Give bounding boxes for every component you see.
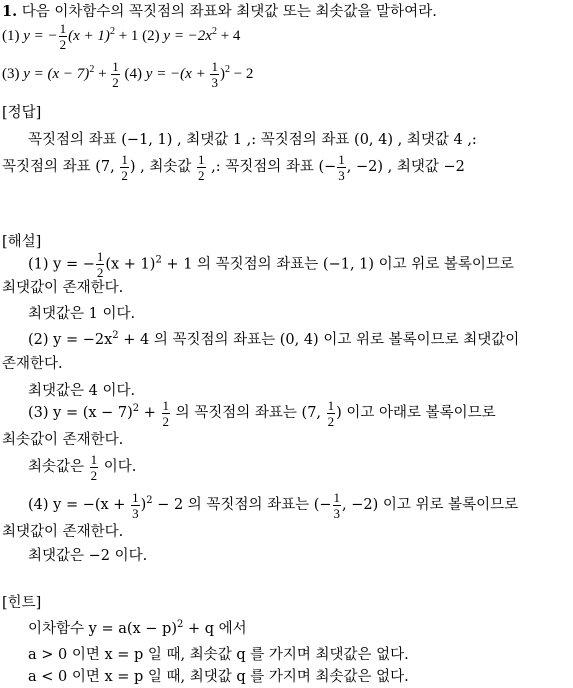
item4-label: (4) (124, 65, 143, 82)
hint-line-2: a > 0 이면 x = p 일 때, 최솟값 q 를 가지며 최댓값은 없다. (28, 647, 409, 663)
problem-statement: 다음 이차함수의 꼭짓점의 좌표와 최댓값 또는 최솟값을 말하여라. (21, 4, 437, 20)
hint-header: [힌트] (2, 595, 42, 611)
solution-2-line-b: 존재한다. (2, 356, 63, 372)
item1-label: (1) (2, 27, 20, 44)
answer-line-2: 꼭짓점의 좌표 (7, $\frac{1}{2}$ ) , 최솟값 $\frac{1}{2}$ ,: 꼭짓점의 좌표 (− $\frac{1}{3}$ , −2) , 최댓값 −2 (2, 151, 465, 183)
solution-header: [해설] (2, 234, 42, 250)
item3-fraction: $\frac{1}{2}$ (112, 59, 119, 90)
solution-1-line-b: 최댓값이 존재한다. (2, 280, 124, 296)
item3-eq: y = (x − 7) (23, 65, 90, 82)
item1-fraction: $\frac{1}{2}$ (59, 21, 67, 52)
hint-line-3: a < 0 이면 x = p 일 때, 최댓값 q 를 가지며 최솟값은 없다. (28, 669, 409, 685)
item4-fraction: $\frac{1}{3}$ (211, 59, 218, 90)
answer-header: [정답] (2, 105, 42, 121)
item2-label: (2) (142, 27, 160, 44)
solution-1-line-a: (1) y = − $\frac{1}{2}$ $(x + 1)^2 + 1$ 의 꼭짓점의 좌표는 (−1, 1) 이고 위로 볼록이므로 (28, 249, 514, 280)
solution-2-line-a: (2) $y = -2x^2 + 4$ 의 꼭짓점의 좌표는 (0, 4) 이고 위로 볼록이므로 최댓값이 (28, 330, 520, 348)
solution-4-line-c: 최댓값은 −2 이다. (28, 548, 148, 564)
problem-number: 1. (2, 3, 18, 20)
problem-items-1-2: (1) y = − $\frac{1}{2}$ $(x + 1)^2 + 1$ (2) $y = -2x^2 + 4$ (2, 21, 241, 52)
item1-eq-a: y = − (23, 27, 58, 44)
item1-eq-b: (x + 1) (68, 27, 110, 44)
solution-3-line-b: 최솟값이 존재한다. (2, 432, 124, 448)
problem-items-3-4: (3) $y = (x - 7)^2$ + $\frac{1}{2}$ (4) y = −(x + $\frac{1}{3}$ )$^2$ − 2 (2, 59, 254, 90)
item2-eq: y = −2x (163, 27, 212, 44)
solution-3-line-c: 최솟값은 $\frac{1}{2}$ 이다. (28, 451, 137, 483)
solution-1-line-c: 최댓값은 1 이다. (28, 306, 136, 322)
solution-4-line-a: (4) y = −(x + $\frac{1}{3}$ )$^2$ − 2 의 꼭짓점의 좌표는 (− $\frac{1}{3}$ , −2) 이고 위로 볼록이므로 (28, 489, 519, 521)
solution-2-line-c: 최댓값은 4 이다. (28, 383, 136, 399)
hint-line-1: 이차함수 $y = a(x - p)^2 + q$ 에서 (28, 619, 247, 637)
answer-line-1: 꼭짓점의 좌표 (−1, 1) , 최댓값 1 ,: 꼭짓점의 좌표 (0, 4) , 최댓값 4 ,: (28, 132, 477, 148)
problem-statement-line (2, 2, 437, 22)
item4-eq: y = −(x + (145, 65, 210, 82)
solution-4-line-b: 최댓값이 존재한다. (2, 524, 124, 540)
item3-label: (3) (2, 65, 20, 82)
solution-3-line-a: (3) $y = (x - 7)^2$ + $\frac{1}{2}$ 의 꼭짓점의 좌표는 (7, $\frac{1}{2}$ ) 이고 아래로 볼록이므로 (28, 397, 496, 429)
